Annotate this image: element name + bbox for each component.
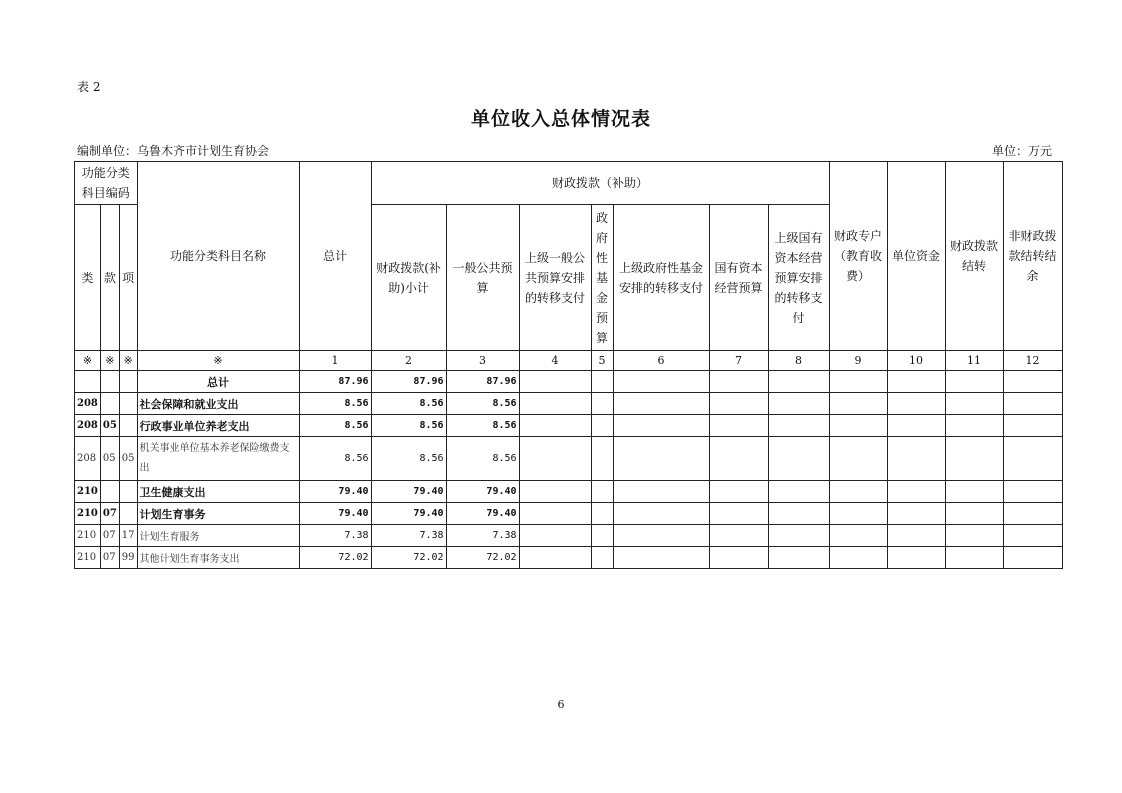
header-fiscal-group: 财政拨款（补助） [371,162,829,205]
cell-name: 其他计划生育事务支出 [137,547,299,569]
cell-xiang: 99 [119,547,137,569]
cell-subtotal: 8.56 [371,437,446,481]
org-label: 编制单位：乌鲁木齐市计划生育协会 [77,144,270,158]
header-unit-fund: 单位资金 [887,162,945,351]
cell-lei: 210 [75,503,101,525]
cell-xiang [119,481,137,503]
header-lei: 类 [75,205,101,351]
index-row [75,351,1063,371]
cell-name: 计划生育服务 [137,525,299,547]
header-total: 总计 [299,162,371,351]
cell-lei [75,371,101,393]
cell-subtotal: 8.56 [371,393,446,415]
cell-lei: 210 [75,547,101,569]
table-label: 表 2 [77,80,101,94]
income-table [74,161,1063,569]
cell-name: 社会保障和就业支出 [137,393,299,415]
header-func-name: 功能分类科目名称 [137,162,299,351]
header-upper-fund-transfer: 上级政府性基金安排的转移支付 [613,205,709,351]
cell-lei: 208 [75,415,101,437]
header-fiscal-special: 财政专户（教育收费） [829,162,887,351]
index-cell: 10 [887,351,945,371]
cell-name: 行政事业单位养老支出 [137,415,299,437]
cell-total: 8.56 [299,415,371,437]
cell-xiang: 05 [119,437,137,481]
cell-total: 72.02 [299,547,371,569]
index-cell: 11 [945,351,1003,371]
cell-subtotal: 79.40 [371,481,446,503]
table-row [75,481,1063,503]
page-number: 6 [557,698,565,711]
table-row [75,393,1063,415]
cell-xiang [119,371,137,393]
cell-subtotal: 79.40 [371,503,446,525]
cell-total: 8.56 [299,437,371,481]
cell-lei: 208 [75,437,101,481]
header-state-capital: 国有资本经营预算 [709,205,768,351]
cell-kuan: 07 [100,503,119,525]
cell-name: 计划生育事务 [137,503,299,525]
table-row [75,437,1063,481]
cell-name: 卫生健康支出 [137,481,299,503]
cell-xiang [119,393,137,415]
cell-total: 8.56 [299,393,371,415]
cell-kuan: 05 [100,415,119,437]
cell-kuan [100,393,119,415]
cell-general: 79.40 [446,481,519,503]
cell-name: 机关事业单位基本养老保险缴费支出 [137,437,299,481]
index-cell: 9 [829,351,887,371]
unit-label: 单位：万元 [991,144,1052,158]
cell-general: 7.38 [446,525,519,547]
cell-kuan: 07 [100,547,119,569]
index-cell: 1 [299,351,371,371]
header-nonfiscal-carryover: 非财政拨款结转结余 [1003,162,1062,351]
index-cell: ※ [137,351,299,371]
table-row [75,371,1063,393]
index-cell: 4 [519,351,591,371]
cell-name: 总计 [137,371,299,393]
cell-general: 72.02 [446,547,519,569]
index-cell: 3 [446,351,519,371]
cell-subtotal: 7.38 [371,525,446,547]
index-cell: ※ [100,351,119,371]
cell-xiang [119,503,137,525]
cell-kuan: 05 [100,437,119,481]
cell-kuan: 07 [100,525,119,547]
table-row [75,503,1063,525]
index-cell: 6 [613,351,709,371]
cell-kuan [100,371,119,393]
cell-total: 87.96 [299,371,371,393]
cell-subtotal: 87.96 [371,371,446,393]
cell-total: 79.40 [299,481,371,503]
cell-total: 7.38 [299,525,371,547]
cell-general: 79.40 [446,503,519,525]
header-gov-fund: 政府性基金预算 [591,205,613,351]
cell-total: 79.40 [299,503,371,525]
cell-subtotal: 72.02 [371,547,446,569]
table-row [75,547,1063,569]
cell-lei: 210 [75,525,101,547]
table-row [75,525,1063,547]
cell-general: 87.96 [446,371,519,393]
index-cell: 12 [1003,351,1062,371]
header-func-code: 功能分类科目编码 [75,162,138,205]
cell-general: 8.56 [446,393,519,415]
header-fiscal-subtotal: 财政拨款(补助)小计 [371,205,446,351]
page-title: 单位收入总体情况表 [470,108,651,130]
table-row [75,415,1063,437]
header-kuan: 款 [100,205,119,351]
cell-xiang [119,415,137,437]
index-cell: 2 [371,351,446,371]
header-upper-general-transfer: 上级一般公共预算安排的转移支付 [519,205,591,351]
header-upper-state-capital-transfer: 上级国有资本经营预算安排的转移支付 [768,205,829,351]
header-fiscal-carryover: 财政拨款结转 [945,162,1003,351]
cell-kuan [100,481,119,503]
cell-subtotal: 8.56 [371,415,446,437]
index-cell: 5 [591,351,613,371]
index-cell: ※ [119,351,137,371]
cell-general: 8.56 [446,437,519,481]
index-cell: 8 [768,351,829,371]
header-xiang: 项 [119,205,137,351]
cell-general: 8.56 [446,415,519,437]
cell-lei: 208 [75,393,101,415]
index-cell: 7 [709,351,768,371]
index-cell: ※ [75,351,101,371]
cell-xiang: 17 [119,525,137,547]
cell-lei: 210 [75,481,101,503]
header-general-budget: 一般公共预算 [446,205,519,351]
